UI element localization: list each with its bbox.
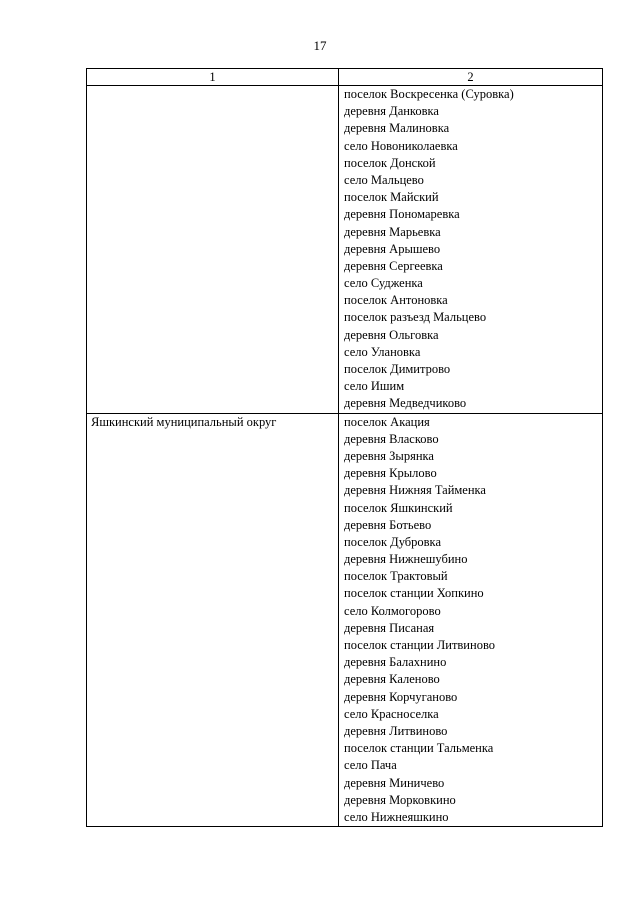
settlement-item: поселок Антоновка bbox=[344, 293, 448, 308]
settlement-item: село Пача bbox=[344, 758, 397, 773]
settlement-item: поселок станции Тальменка bbox=[344, 741, 494, 756]
settlement-item: деревня Миничево bbox=[344, 775, 445, 790]
settlement-item: деревня Морковкино bbox=[344, 792, 456, 807]
settlement-item: поселок Дубровка bbox=[344, 534, 441, 549]
table-row bbox=[87, 413, 603, 827]
settlement-item: поселок станции Литвиново bbox=[344, 638, 496, 652]
settlement-item: село Красноселка bbox=[344, 706, 439, 721]
district-name: Яшкинский муниципальный округ bbox=[91, 414, 277, 429]
settlement-item: деревня Медведчиково bbox=[344, 396, 467, 411]
settlements-table bbox=[86, 68, 603, 827]
settlement-item: деревня Малиновка bbox=[344, 121, 450, 136]
settlements-cell bbox=[339, 413, 603, 827]
settlement-item: деревня Ботьево bbox=[344, 517, 432, 532]
settlement-item: село Колмогорово bbox=[344, 603, 441, 618]
settlement-item: деревня Пономаревка bbox=[344, 207, 460, 222]
settlement-item: село Нижнеяшкино bbox=[344, 809, 449, 824]
settlement-item: поселок станции Хопкино bbox=[344, 586, 484, 601]
district-cell bbox=[87, 86, 339, 414]
page-number: 17 bbox=[313, 38, 327, 53]
settlement-item: деревня Писаная bbox=[344, 620, 435, 635]
settlement-list bbox=[339, 86, 602, 413]
settlement-item: поселок Димитрово bbox=[344, 362, 451, 376]
settlement-item: деревня Нижняя Тайменка bbox=[344, 483, 486, 498]
table-header-row bbox=[87, 69, 603, 86]
settlement-item: деревня Марьевка bbox=[344, 224, 441, 239]
settlement-item: поселок разъезд Мальцево bbox=[344, 310, 487, 325]
settlement-item: поселок Акация bbox=[344, 414, 430, 429]
header-cell-column-1: 1 bbox=[87, 69, 339, 86]
settlement-item: село Мальцево bbox=[344, 172, 424, 187]
settlement-item: деревня Балахнино bbox=[344, 655, 447, 670]
settlement-item: село Улановка bbox=[344, 344, 421, 359]
settlement-item: деревня Каленово bbox=[344, 672, 440, 687]
settlement-item: поселок Майский bbox=[344, 190, 439, 205]
district-cell bbox=[87, 413, 339, 827]
settlement-item: деревня Власково bbox=[344, 431, 439, 446]
settlement-item: поселок Яшкинский bbox=[344, 500, 453, 515]
settlement-item: деревня Крылово bbox=[344, 466, 437, 481]
settlement-item: деревня Данковка bbox=[344, 104, 439, 119]
settlement-item: поселок Донской bbox=[344, 155, 436, 170]
settlement-item: деревня Ольговка bbox=[344, 327, 439, 342]
settlement-item: деревня Арышево bbox=[344, 241, 441, 256]
table-row bbox=[87, 86, 603, 414]
settlement-item: деревня Литвиново bbox=[344, 723, 448, 738]
settlement-item: село Новониколаевка bbox=[344, 138, 458, 153]
settlement-item: деревня Нижнешубино bbox=[344, 552, 468, 567]
settlement-item: деревня Сергеевка bbox=[344, 258, 443, 273]
settlement-item: поселок Трактовый bbox=[344, 569, 448, 584]
settlements-cell bbox=[339, 86, 603, 414]
settlement-item: деревня Зырянка bbox=[344, 448, 434, 463]
header-cell-column-2: 2 bbox=[339, 69, 603, 86]
settlement-list bbox=[339, 414, 602, 827]
settlement-item: деревня Корчуганово bbox=[344, 689, 458, 704]
settlement-item: село Ишим bbox=[344, 379, 405, 394]
settlement-item: село Судженка bbox=[344, 276, 423, 291]
settlement-item: поселок Воскресенка (Суровка) bbox=[344, 87, 514, 101]
